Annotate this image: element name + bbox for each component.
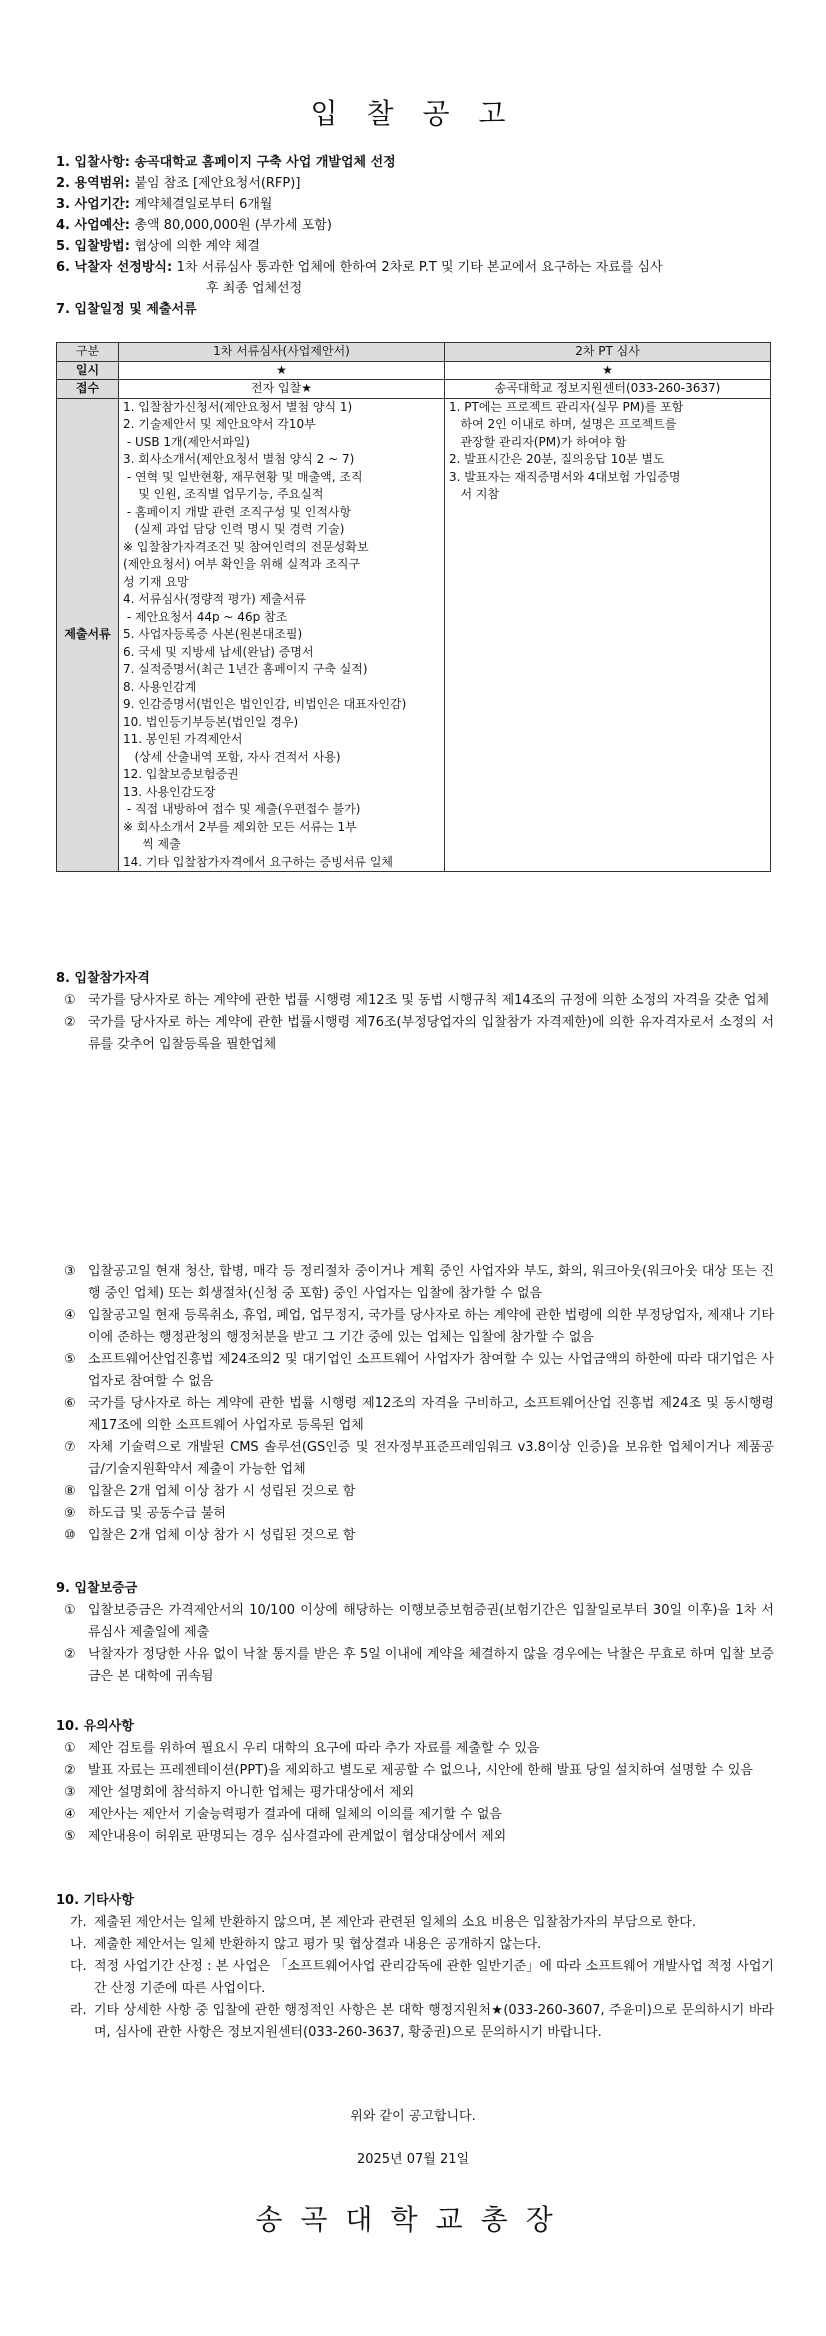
doc-line: 14. 기타 입찰참가자격에서 요구하는 증빙서류 일체	[123, 854, 393, 869]
list-item	[70, 1934, 774, 1956]
list-item-number: 다.	[70, 1959, 87, 1974]
doc-line: (실제 과업 담당 인력 명시 및 경력 기술)	[123, 522, 345, 536]
doc-line: 2. 발표시간은 20분, 질의응답 10분 별도	[449, 452, 665, 466]
doc-line: 8. 사용인감계	[123, 679, 197, 694]
page-title: 입 찰 공 고	[310, 97, 516, 130]
list-item-number: ⑩	[64, 1528, 76, 1543]
list-item-number: ④	[64, 1807, 76, 1822]
row-label-receipt: 접수	[57, 380, 119, 399]
list-item-text: 입찰은 2개 업체 이상 참가 시 성립된 것으로 함	[88, 1528, 356, 1543]
list-item	[64, 1826, 774, 1848]
list-item-text: 적정 사업기간 산정 : 본 사업은 「소프트웨어사업 관리감독에 관한 일반기준」에 따라 소프트웨어 개발사업 적정 사업기간 산정 기준에 따른 사업이다.	[94, 1959, 774, 1996]
doc-line: 성 기재 요망	[123, 574, 189, 589]
doc-line: 및 인원, 조직별 업무기능, 주요실적	[123, 487, 324, 501]
list-item-text: 입찰공고일 현재 등록취소, 휴업, 폐업, 업무정지, 국가를 당사자로 하는 계약에 관한 법령에 의한 부정당업자, 제재나 기타 이에 준하는 행정관청의 행정처분을 받고 그 기간 중에 있는 업체는 입찰에 참가할 수 없음	[88, 1308, 774, 1345]
list-item-number: 나.	[70, 1937, 87, 1952]
item-selection: 6. 낙찰자 선정방식: 1차 서류심사 통과한 업체에 한하여 2차로 P.T 및 기타 본교에서 요구하는 자료를 심사	[56, 260, 663, 275]
doc-line: 2. 기술제안서 및 제안요약서 각10부	[123, 417, 316, 431]
other-list	[70, 1912, 774, 2044]
bond-heading: 9. 입찰보증금	[56, 1581, 138, 1596]
doc-line: 13. 사용인감도장	[123, 784, 216, 799]
qualification-list-2	[64, 1261, 774, 1547]
list-item-number: ③	[64, 1785, 76, 1800]
list-item-text: 하도급 및 공동수급 불허	[88, 1506, 226, 1521]
list-item	[64, 1481, 774, 1503]
item-scope: 2. 용역범위: 붙임 참조 [제안요청서(RFP)]	[56, 176, 301, 191]
list-item-text: 발표 자료는 프레젠테이션(PPT)을 제외하고 별도로 제공할 수 없으나, 시안에 한해 발표 당일 설치하여 설명할 수 있음	[88, 1763, 753, 1778]
list-item-text: 기타 상세한 사항 중 입찰에 관한 행정적인 사항은 본 대학 행정지원처★(033-260-3607, 주윤미)으로 문의하시기 바라며, 심사에 관한 사항은 정보지원센터(033-260-3637, 황중권)으로 문의하시기 바랍니다.	[94, 2003, 774, 2040]
signature: 송곡대학교총장	[255, 2203, 571, 2236]
notes-list	[64, 1738, 774, 1848]
list-item-text: 입찰은 2개 업체 이상 참가 시 성립된 것으로 함	[88, 1484, 356, 1499]
doc-line: 3. 발표자는 재직증명서와 4대보험 가입증명	[449, 469, 681, 484]
list-item	[64, 1804, 774, 1826]
docs-second-list	[445, 398, 771, 872]
table-row	[57, 380, 771, 399]
row-label-docs: 제출서류	[57, 398, 119, 872]
list-item	[64, 1261, 774, 1305]
list-item-number: ②	[64, 1015, 76, 1030]
list-item-number: ①	[64, 993, 76, 1008]
item-list	[56, 152, 776, 320]
notes-heading: 10. 유의사항	[56, 1719, 134, 1734]
list-item-number: ①	[64, 1741, 76, 1756]
doc-line: (제안요청서) 여부 확인을 위해 실적과 조직구	[123, 557, 361, 571]
doc-line: 6. 국세 및 지방세 납세(완납) 증명서	[123, 644, 314, 659]
list-item-number: ⑤	[64, 1352, 76, 1367]
list-item-text: 국가를 당사자로 하는 계약에 관한 법률 시행령 제12조의 자격을 구비하고, 소프트웨어산업 진흥법 제24조 및 동시행령 제17조에 의한 소프트웨어 사업자로 등록된 업체	[88, 1396, 774, 1433]
doc-line: - 홈페이지 개발 관련 조직구성 및 인적사항	[123, 504, 352, 519]
list-item-text: 자체 기술력으로 개발된 CMS 솔루션(GS인증 및 전자정부표준프레임워크 v3.8이상 인증)을 보유한 업체이거나 제품공급/기술지원확약서 제출이 가능한 업체	[88, 1440, 774, 1477]
doc-line: 10. 법인등기부등본(법인일 경우)	[123, 714, 299, 729]
doc-line: ※ 회사소개서 2부를 제외한 모든 서류는 1부	[123, 819, 357, 834]
qualification-heading: 8. 입찰참가자격	[56, 971, 150, 986]
list-item	[64, 1644, 774, 1688]
other-heading: 10. 기타사항	[56, 1893, 134, 1908]
list-item-number: 가.	[70, 1915, 87, 1930]
item-period: 3. 사업기간: 계약체결일로부터 6개월	[56, 197, 273, 212]
list-item-text: 국가를 당사자로 하는 계약에 관한 법률시행령 제76조(부정당업자의 입찰참가 자격제한)에 의한 유자격자로서 소정의 서류를 갖추어 입찰등록을 필한업체	[88, 1015, 774, 1052]
doc-line: - 제안요청서 44p ~ 46p 참조	[123, 609, 288, 624]
list-item-text: 입찰보증금은 가격제안서의 10/100 이상에 해당하는 이행보증보험증권(보험기간은 입찰일로부터 30일 이후)을 1차 서류심사 제출일에 제출	[88, 1603, 774, 1640]
list-item-text: 제안사는 제안서 기술능력평가 결과에 대해 일체의 이의를 제기할 수 없음	[88, 1807, 502, 1822]
doc-line: 관장할 관리자(PM)가 하여야 함	[449, 434, 627, 449]
list-item-text: 국가를 당사자로 하는 계약에 관한 법률 시행령 제12조 및 동법 시행규칙 제14조의 규정에 의한 소정의 자격을 갖춘 업체	[88, 993, 770, 1008]
list-item-number: ③	[64, 1264, 76, 1279]
doc-line: 씩 제출	[123, 837, 181, 851]
list-item-number: 라.	[70, 2003, 87, 2018]
doc-line: 하여 2인 이내로 하며, 설명은 프로젝트를	[449, 417, 677, 431]
list-item-number: ⑦	[64, 1440, 76, 1455]
list-item	[64, 1738, 774, 1760]
doc-line: 12. 입찰보증보험증권	[123, 767, 239, 781]
list-item-text: 제안 검토를 위하여 필요시 우리 대학의 요구에 따라 추가 자료를 제출할 수 있음	[88, 1741, 540, 1756]
list-item	[64, 1393, 774, 1437]
list-item-text: 제출된 제안서는 일체 반환하지 않으며, 본 제안과 관련된 일체의 소요 비용은 입찰참가자의 부담으로 한다.	[94, 1915, 696, 1930]
doc-line: - 연혁 및 일반현황, 재무현황 및 매출액, 조직	[123, 469, 363, 484]
notice-date: 2025년 07월 21일	[356, 2152, 470, 2167]
list-item	[64, 1437, 774, 1481]
list-item-text: 소프트웨어산업진흥법 제24조의2 및 대기업인 소프트웨어 사업자가 참여할 수 있는 사업금액의 하한에 따라 대기업은 사업자로 참여할 수 없음	[88, 1352, 774, 1389]
list-item	[70, 2000, 774, 2044]
doc-line: 11. 봉인된 가격제안서	[123, 732, 243, 746]
doc-line: - 직접 내방하여 접수 및 제출(우편접수 불가)	[123, 802, 361, 816]
list-item-text: 제출한 제안서는 일체 반환하지 않고 평가 및 협상결과 내용은 공개하지 않는다.	[94, 1937, 542, 1952]
doc-line: ※ 입찰참가자격조건 및 참여인력의 전문성확보	[123, 539, 369, 554]
doc-line: 9. 인감증명서(법인은 법인인감, 비법인은 대표자인감)	[123, 697, 407, 711]
list-item-number: ⑤	[64, 1829, 76, 1844]
date-first: ★	[119, 361, 445, 380]
list-item	[64, 1600, 774, 1644]
list-item	[64, 1503, 774, 1525]
list-item	[64, 1012, 774, 1056]
doc-line: 5. 사업자등록증 사본(원본대조필)	[123, 627, 303, 641]
schedule-heading: 7. 입찰일정 및 제출서류	[56, 302, 197, 317]
item-method: 5. 입찰방법: 협상에 의한 계약 체결	[56, 239, 260, 254]
receipt-second: 송곡대학교 정보지원센터(033-260-3637)	[445, 380, 771, 399]
schedule-table	[56, 342, 771, 872]
doc-line: 서 지참	[449, 487, 500, 501]
col-label-second: 2차 PT 심사	[445, 343, 771, 362]
date-second: ★	[445, 361, 771, 380]
list-item	[64, 1760, 774, 1782]
list-item-number: ②	[64, 1763, 76, 1778]
list-item-text: 제안 설명회에 참석하지 아니한 업체는 평가대상에서 제외	[88, 1785, 415, 1800]
list-item	[70, 1912, 774, 1934]
doc-line: (상세 산출내역 포함, 자사 견적서 사용)	[123, 749, 341, 764]
list-item-number: ②	[64, 1647, 76, 1662]
item-budget: 4. 사업예산: 총액 80,000,000원 (부가세 포함)	[56, 218, 332, 233]
list-item-number: ①	[64, 1603, 76, 1618]
doc-line: 1. PT에는 프로젝트 관리자(실무 PM)를 포함	[449, 399, 684, 414]
list-item-text: 입찰공고일 현재 청산, 합병, 매각 등 정리절차 중이거나 계획 중인 사업자와 부도, 화의, 워크아웃(워크아웃 대상 또는 진행 중인 업체) 또는 회생절차(신청 중 포함) 중인 사업자는 입찰에 참가할 수 없음	[88, 1264, 774, 1301]
list-item	[70, 1956, 774, 2000]
list-item-number: ⑧	[64, 1484, 76, 1499]
doc-line: 1. 입찰참가신청서(제안요청서 별첨 양식 1)	[123, 399, 353, 414]
col-label-first: 1차 서류심사(사업제안서)	[119, 343, 445, 362]
row-label-date: 일시	[57, 361, 119, 380]
list-item	[64, 1525, 774, 1547]
doc-line: 7. 실적증명서(최근 1년간 홈페이지 구축 실적)	[123, 662, 368, 676]
col-label-category: 구분	[57, 343, 119, 362]
doc-line: 3. 회사소개서(제안요청서 별첨 양식 2 ~ 7)	[123, 452, 355, 466]
list-item	[64, 1349, 774, 1393]
list-item	[64, 990, 774, 1012]
list-item-number: ⑥	[64, 1396, 76, 1411]
table-row	[57, 398, 771, 872]
table-header-row	[57, 343, 771, 362]
doc-line: - USB 1개(제안서파일)	[123, 434, 250, 449]
list-item	[64, 1305, 774, 1349]
doc-line: 4. 서류심사(정량적 평가) 제출서류	[123, 592, 306, 606]
item-selection-cont: 후 최종 업체선정	[206, 281, 303, 296]
qualification-list-1	[64, 990, 774, 1056]
receipt-first: 전자 입찰★	[119, 380, 445, 399]
list-item-number: ⑨	[64, 1506, 76, 1521]
table-row	[57, 361, 771, 380]
docs-first-list	[119, 398, 445, 872]
list-item-number: ④	[64, 1308, 76, 1323]
bond-list	[64, 1600, 774, 1688]
list-item-text: 낙찰자가 정당한 사유 없이 낙찰 통지를 받은 후 5일 이내에 계약을 체결하지 않을 경우에는 낙찰은 무효로 하며 입찰 보증금은 본 대학에 귀속됨	[88, 1647, 774, 1684]
list-item	[64, 1782, 774, 1804]
closing-text: 위와 같이 공고합니다.	[350, 2109, 476, 2124]
item-bid: 1. 입찰사항: 송곡대학교 홈페이지 구축 사업 개발업체 선정	[56, 155, 396, 170]
list-item-text: 제안내용이 허위로 판명되는 경우 심사결과에 관계없이 협상대상에서 제외	[88, 1829, 507, 1844]
